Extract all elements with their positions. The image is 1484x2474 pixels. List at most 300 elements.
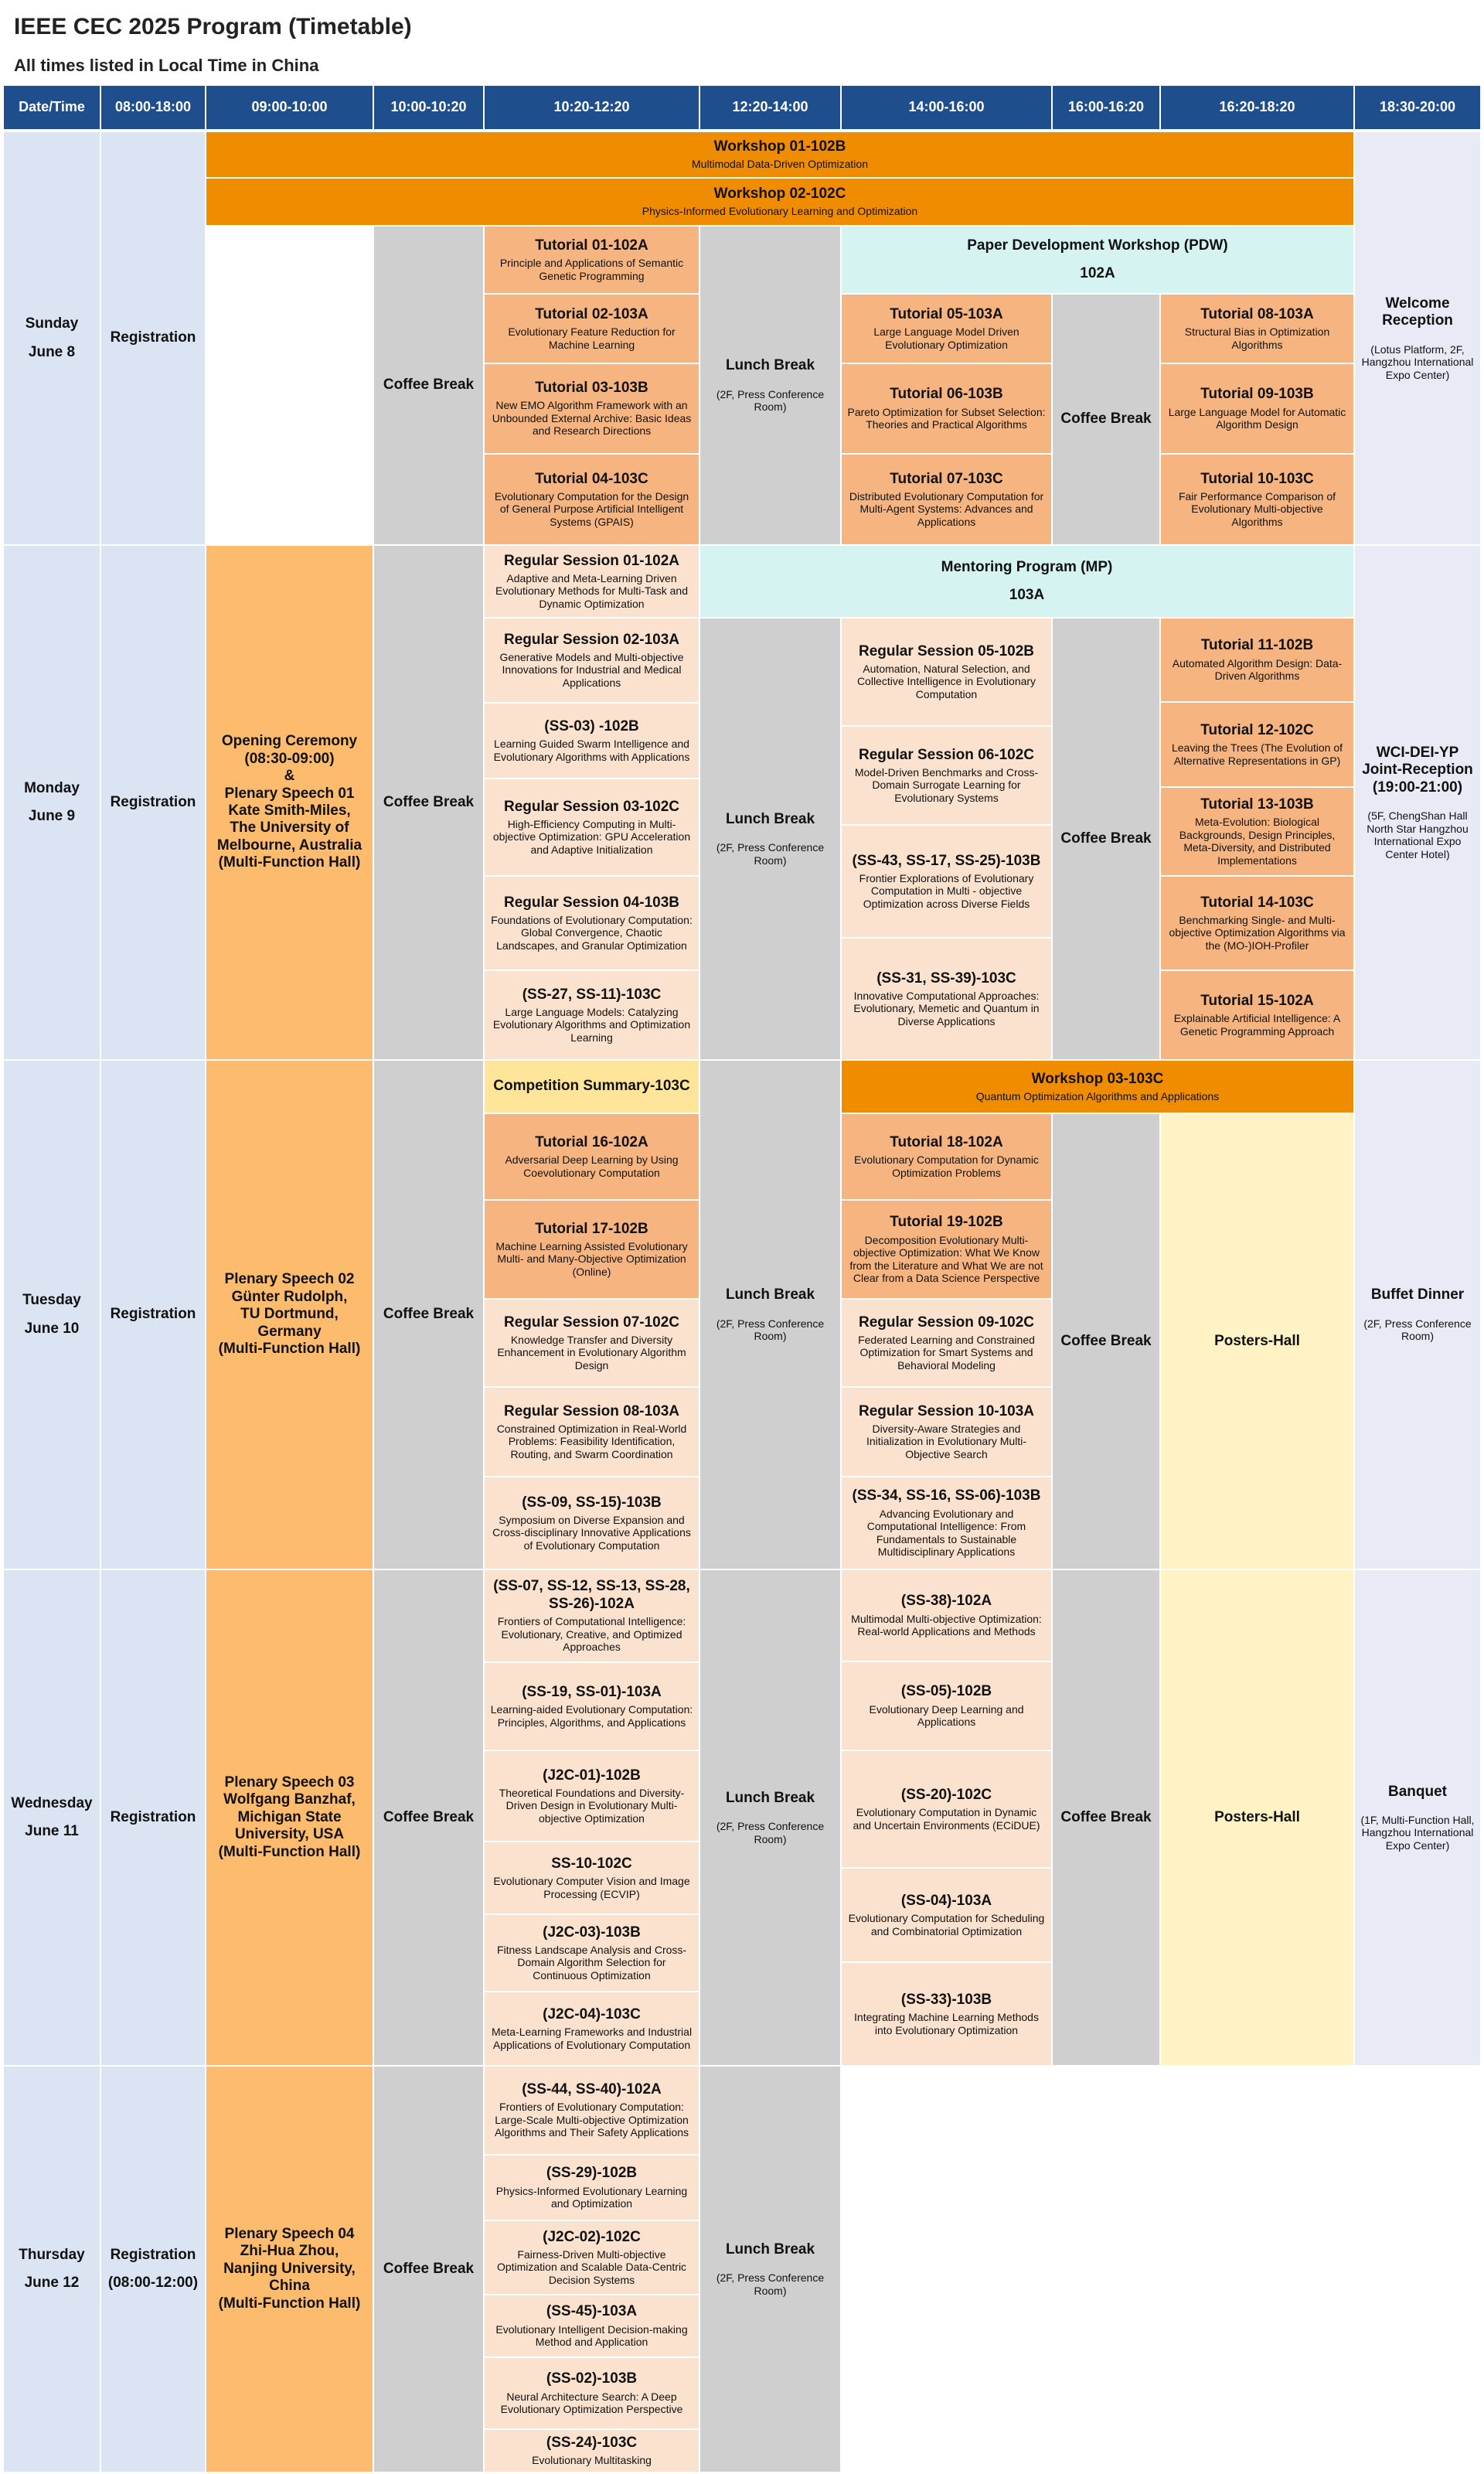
session-title: Regular Session 06-102C — [858, 746, 1035, 763]
session-title: Regular Session 10-103A — [858, 1402, 1035, 1419]
session-block[interactable] — [841, 618, 1052, 726]
coffee-break — [1052, 1569, 1160, 2066]
plenary-line: Opening Ceremony — [221, 733, 358, 750]
session-title: (SS-09, SS-15)-103B — [522, 1494, 662, 1511]
session-topic: Decomposition Evolutionary Multi-objective Optimization: What We Know from the Literature and What We are not Clear from a Data Science Perspective — [849, 1233, 1043, 1285]
session-block[interactable] — [484, 2155, 699, 2220]
lunch-label: Lunch Break — [725, 1789, 815, 1806]
session-topic: Fitness Landscape Analysis and Cross-Domain Algorithm Selection for Continuous Optimization — [496, 1943, 687, 1982]
session-title: Tutorial 15-102A — [1200, 992, 1314, 1009]
session-topic: Physics-Informed Evolutionary Learning and Optimization — [495, 2184, 688, 2210]
mentoring-program[interactable] — [699, 545, 1354, 618]
registration-time: (08:00-12:00) — [107, 2275, 199, 2291]
plenary-line: The University of — [230, 820, 349, 837]
tutorial-block[interactable] — [1160, 876, 1354, 970]
posters-hall[interactable] — [1160, 1113, 1354, 1569]
evening-title: Welcome Reception — [1382, 295, 1453, 329]
coffee-break-label: Coffee Break — [383, 2260, 475, 2277]
tutorial-block[interactable] — [841, 363, 1052, 454]
session-title: Tutorial 07-103C — [890, 470, 1003, 487]
session-block[interactable] — [484, 1842, 699, 1914]
session-topic: Large Language Model Driven Evolutionary Optimization — [873, 325, 1019, 351]
plenary-line: Plenary Speech 02 — [224, 1271, 355, 1288]
session-block[interactable] — [841, 1868, 1052, 1962]
session-topic: Learning Guided Swarm Intelligence and Evolutionary Algorithms with Applications — [493, 738, 690, 763]
day-label — [3, 2066, 100, 2472]
session-block[interactable] — [484, 1750, 699, 1842]
session-topic: Structural Bias in Optimization Algorithms — [1184, 325, 1330, 351]
session-block[interactable] — [841, 1387, 1052, 1477]
header-label: 10:20-12:20 — [553, 99, 630, 115]
workshop-topic: Physics-Informed Evolutionary Learning and Optimization — [642, 205, 918, 218]
session-topic: Benchmarking Single- and Multi-objective Optimization Algorithms via the (MO-)IOH-Profiler — [1169, 913, 1346, 952]
header-5 — [699, 85, 841, 130]
session-block[interactable] — [841, 1750, 1052, 1868]
session-title: (SS-02)-103B — [546, 2370, 638, 2387]
plenary-block[interactable] — [206, 1569, 373, 2066]
session-topic: Evolutionary Multitasking — [532, 2454, 652, 2467]
session-topic: Frontiers of Evolutionary Computation: Large-Scale Multi-objective Optimization Algorithms and Their Safety Applications — [494, 2101, 689, 2139]
lunch-break — [699, 2066, 841, 2472]
session-title: SS-10-102C — [551, 1855, 632, 1872]
plenary-line: Zhi-Hua Zhou, — [240, 2243, 339, 2260]
day-name: Wednesday — [11, 1794, 93, 1811]
session-block[interactable] — [841, 1477, 1052, 1569]
mp-room: 103A — [1009, 587, 1045, 603]
lunch-location: (2F, Press Conference Room) — [716, 841, 825, 867]
day-name: Thursday — [19, 2246, 85, 2263]
session-block[interactable] — [484, 2357, 699, 2429]
plenary-line: Günter Rudolph, — [231, 1288, 348, 1305]
session-block[interactable] — [484, 779, 699, 876]
session-topic: Evolutionary Deep Learning and Applications — [869, 1702, 1024, 1729]
header-label: 08:00-18:00 — [114, 99, 192, 115]
session-topic: Automated Algorithm Design: Data-Driven Algorithms — [1172, 656, 1343, 683]
session-topic: Leaving the Trees (The Evolution of Alternative Representations in GP) — [1171, 741, 1343, 767]
workshop-title: Workshop 01-102B — [713, 138, 846, 155]
session-topic: High-Efficiency Computing in Multi-objective Optimization: GPU Acceleration and Adaptive Initialization — [492, 817, 691, 856]
coffee-break — [1052, 1113, 1160, 1569]
session-block[interactable] — [484, 1569, 699, 1662]
plenary-line: Nanjing University, — [223, 2260, 356, 2277]
competition-title: Competition Summary-103C — [493, 1078, 690, 1095]
evening-title: WCI-DEI-YP — [1376, 744, 1459, 761]
session-topic: Frontiers of Computational Intelligence: Evolutionary, Creative, and Optimized Approaches — [497, 1615, 686, 1654]
session-block[interactable] — [841, 825, 1052, 938]
evening-location: (5F, ChengShan Hall North Star Hangzhou International Expo Center Hotel) — [1367, 809, 1469, 860]
evening-title: Joint-Reception — [1362, 762, 1473, 779]
plenary-line: Plenary Speech 04 — [224, 2225, 355, 2242]
registration-label: Registration — [110, 1808, 196, 1825]
session-block[interactable] — [484, 2295, 699, 2357]
tutorial-block[interactable] — [1160, 618, 1354, 702]
day-date: June 8 — [28, 343, 76, 360]
session-title: (SS-43, SS-17, SS-25)-103B — [852, 852, 1041, 869]
tutorial-block[interactable] — [841, 294, 1052, 363]
evening-location: (2F, Press Conference Room) — [1363, 1317, 1472, 1343]
session-title: (SS-44, SS-40)-102A — [522, 2081, 662, 2098]
session-title: (SS-45)-103A — [546, 2303, 638, 2320]
workshop-title: Workshop 02-102C — [713, 186, 846, 203]
session-title: (SS-27, SS-11)-103C — [522, 986, 662, 1003]
day-label — [3, 1569, 100, 2066]
session-block[interactable] — [484, 2066, 699, 2155]
header-label: 10:00-10:20 — [390, 99, 467, 115]
session-block[interactable] — [484, 545, 699, 618]
lunch-location: (2F, Press Conference Room) — [716, 387, 825, 414]
plenary-line: (Multi-Function Hall) — [218, 1843, 361, 1860]
session-title: Tutorial 18-102A — [890, 1133, 1003, 1150]
session-topic: Evolutionary Intelligent Decision-making Method and Application — [495, 2322, 688, 2349]
coffee-break-label: Coffee Break — [1060, 411, 1152, 428]
session-title: (SS-24)-103C — [546, 2435, 638, 2452]
registration-label: Registration — [110, 2246, 196, 2263]
coffee-break — [373, 1569, 484, 2066]
coffee-break-label: Coffee Break — [1060, 1808, 1152, 1825]
evening-event — [1354, 1569, 1481, 2066]
tutorial-block[interactable] — [841, 454, 1052, 545]
session-title: (J2C-04)-103C — [543, 2005, 641, 2022]
evening-title: (19:00-21:00) — [1372, 779, 1463, 796]
session-block[interactable] — [484, 970, 699, 1060]
session-block[interactable] — [484, 703, 699, 779]
plenary-line: Germany — [257, 1323, 322, 1340]
plenary-line: Wolfgang Banzhaf, — [223, 1791, 356, 1808]
pdw-room: 102A — [1080, 265, 1115, 281]
workshop-topic: Multimodal Data-Driven Optimization — [692, 158, 868, 171]
lunch-break — [699, 226, 841, 545]
session-title: (SS-05)-102B — [900, 1683, 992, 1700]
header-2 — [206, 85, 373, 130]
session-title: (J2C-01)-102B — [543, 1767, 641, 1784]
session-block[interactable] — [484, 2220, 699, 2295]
coffee-break-label: Coffee Break — [383, 377, 475, 394]
header-4 — [484, 85, 699, 130]
coffee-break — [1052, 294, 1160, 545]
session-topic: Adversarial Deep Learning by Using Coevolutionary Computation — [505, 1154, 679, 1179]
session-topic: Frontier Explorations of Evolutionary Computation in Multi - objective Optimization across Diverse Fields — [859, 871, 1034, 910]
registration-label: Registration — [110, 793, 196, 810]
coffee-break — [373, 1060, 484, 1569]
session-block[interactable] — [841, 1661, 1052, 1750]
session-topic: Advancing Evolutionary and Computational Intelligence: From Fundamentals to Sustainable Multidisciplinary Applications — [866, 1507, 1026, 1559]
coffee-break — [1052, 618, 1160, 1060]
plenary-line: (Multi-Function Hall) — [218, 2295, 361, 2312]
plenary-line: Michigan State — [237, 1808, 342, 1825]
tutorial-block[interactable] — [1160, 294, 1354, 363]
session-title: (SS-34, SS-16, SS-06)-103B — [852, 1487, 1041, 1505]
plenary-line: (Multi-Function Hall) — [218, 1341, 361, 1358]
evening-location: (1F, Multi-Function Hall, Hangzhou International Expo Center) — [1360, 1813, 1475, 1852]
session-title: (J2C-02)-102C — [543, 2228, 641, 2245]
pdw-title: Paper Development Workshop (PDW) — [967, 237, 1228, 254]
session-title: (SS-33)-103B — [900, 1991, 992, 2008]
session-topic: Pareto Optimization for Subset Selection: Theories and Practical Algorithms — [847, 405, 1046, 431]
header-label: 16:00-16:20 — [1067, 99, 1145, 115]
plenary-line: Melbourne, Australia — [216, 837, 362, 854]
session-topic: Explainable Artificial Intelligence: A Genetic Programming Approach — [1173, 1012, 1341, 1038]
session-topic: Automation, Natural Selection, and Collective Intelligence in Evolutionary Computation — [856, 662, 1036, 700]
session-title: Tutorial 12-102C — [1200, 721, 1314, 738]
day-date: June 12 — [24, 2275, 80, 2291]
coffee-break-label: Coffee Break — [383, 1808, 475, 1825]
registration — [100, 1569, 206, 2066]
coffee-break-label: Coffee Break — [1060, 1332, 1152, 1349]
plenary-block[interactable] — [206, 1060, 373, 1569]
session-topic: Symposium on Diverse Expansion and Cross-disciplinary Innovative Applications of Evolutionary Computation — [492, 1513, 691, 1552]
session-block[interactable] — [841, 938, 1052, 1060]
session-topic: Integrating Machine Learning Methods into Evolutionary Optimization — [854, 2011, 1039, 2036]
session-topic: Model-Driven Benchmarks and Cross-Domain Surrogate Learning for Evolutionary Systems — [854, 765, 1039, 804]
workshop-01[interactable] — [206, 131, 1354, 178]
evening-event — [1354, 1060, 1481, 1569]
evening-location: (Lotus Platform, 2F, Hangzhou International Expo Center) — [1361, 342, 1474, 381]
session-topic: Meta-Evolution: Biological Backgrounds, Design Principles, Meta-Diversity, and Distributed Implementations — [1179, 816, 1336, 867]
session-block[interactable] — [841, 1299, 1052, 1387]
coffee-break-label: Coffee Break — [383, 1306, 475, 1323]
session-block[interactable] — [484, 1662, 699, 1750]
timetable — [3, 85, 1481, 2472]
tutorial-block[interactable] — [484, 454, 699, 545]
plenary-line: University, USA — [234, 1826, 345, 1843]
workshop-topic: Quantum Optimization Algorithms and Applications — [975, 1089, 1220, 1102]
session-topic: New EMO Algorithm Framework with an Unbounded External Archive: Basic Ideas and Research Directions — [492, 399, 692, 438]
session-title: (SS-29)-102B — [546, 2165, 638, 2182]
plenary-line: TU Dortmund, — [240, 1306, 339, 1323]
coffee-break-label: Coffee Break — [383, 793, 475, 810]
day-name: Monday — [24, 779, 80, 796]
session-block[interactable] — [484, 1200, 699, 1299]
session-block[interactable] — [484, 1992, 699, 2066]
tutorial-block[interactable] — [1160, 970, 1354, 1060]
session-title: Tutorial 01-102A — [535, 237, 648, 254]
session-topic: Large Language Models: Catalyzing Evolutionary Algorithms and Optimization Learning — [492, 1005, 691, 1044]
plenary-block[interactable] — [206, 2066, 373, 2472]
tutorial-block[interactable] — [1160, 787, 1354, 876]
lunch-break — [699, 618, 841, 1060]
session-topic: Principle and Applications of Semantic Genetic Programming — [499, 257, 684, 282]
session-topic: Federated Learning and Constrained Optimization for Smart Systems and Behavioral Modeling — [858, 1333, 1035, 1372]
session-block[interactable] — [841, 726, 1052, 825]
session-block[interactable] — [484, 1477, 699, 1569]
registration-label: Registration — [110, 329, 196, 346]
header-7 — [1052, 85, 1160, 130]
plenary-block[interactable] — [206, 545, 373, 1060]
day-name: Sunday — [25, 315, 79, 332]
header-1 — [100, 85, 206, 130]
tutorial-block[interactable] — [484, 363, 699, 454]
session-topic: Fair Performance Comparison of Evolutionary Multi-objective Algorithms — [1178, 489, 1336, 528]
session-title: Tutorial 08-103A — [1200, 305, 1314, 322]
session-title: Tutorial 11-102B — [1200, 637, 1314, 654]
session-title: Tutorial 13-103B — [1200, 796, 1314, 813]
workshop-title: Workshop 03-103C — [1031, 1070, 1164, 1087]
day-date: June 9 — [28, 808, 76, 824]
session-block[interactable] — [484, 1113, 699, 1200]
session-title: Regular Session 01-102A — [503, 552, 680, 569]
empty-slot — [206, 226, 373, 545]
session-topic: Meta-Learning Frameworks and Industrial Applications of Evolutionary Computation — [491, 2026, 693, 2051]
header-9 — [1354, 85, 1481, 130]
session-topic: Learning-aided Evolutionary Computation: Principles, Algorithms, and Applications — [490, 1703, 693, 1729]
plenary-line: & — [284, 768, 295, 785]
day-date: June 11 — [25, 1823, 79, 1839]
page-title: IEEE CEC 2025 Program (Timetable) — [14, 14, 412, 39]
lunch-break — [699, 1569, 841, 2066]
session-title: (SS-04)-103A — [900, 1892, 992, 1909]
lunch-break — [699, 1060, 841, 1569]
lunch-location: (2F, Press Conference Room) — [716, 1317, 825, 1343]
header-3 — [373, 85, 484, 130]
coffee-break — [373, 545, 484, 1060]
session-topic: Theoretical Foundations and Diversity-Driven Design in Evolutionary Multi-objective Optimization — [499, 1786, 685, 1825]
plenary-line: Kate Smith-Miles, — [228, 803, 351, 819]
competition-summary[interactable] — [484, 1060, 699, 1113]
coffee-break — [373, 226, 484, 545]
header-label: 16:20-18:20 — [1219, 99, 1295, 115]
header-label: 18:30-20:00 — [1379, 99, 1456, 115]
registration — [100, 545, 206, 1060]
session-title: (SS-31, SS-39)-103C — [876, 969, 1016, 987]
posters-label: Posters-Hall — [1214, 1332, 1300, 1349]
coffee-break — [373, 2066, 484, 2472]
session-topic: Constrained Optimization in Real-World Problems: Feasibility Identification, Routing, and Swarm Coordination — [496, 1422, 687, 1460]
header-label: Date/Time — [19, 99, 85, 115]
registration — [100, 2066, 206, 2472]
session-title: Tutorial 14-103C — [1200, 894, 1314, 911]
registration — [100, 131, 206, 545]
lunch-location: (2F, Press Conference Room) — [716, 1820, 825, 1845]
session-title: Tutorial 17-102B — [535, 1220, 648, 1237]
registration — [100, 1060, 206, 1569]
tutorial-block[interactable] — [484, 294, 699, 363]
session-title: Regular Session 03-102C — [503, 798, 680, 815]
day-label — [3, 131, 100, 545]
evening-event — [1354, 131, 1481, 545]
header-6 — [841, 85, 1052, 130]
session-topic: Foundations of Evolutionary Computation: Global Convergence, Chaotic Landscapes, and Granular Optimization — [491, 913, 693, 952]
plenary-line: (Multi-Function Hall) — [218, 854, 361, 871]
session-topic: Evolutionary Feature Reduction for Machine Learning — [508, 325, 676, 351]
day-name: Tuesday — [22, 1292, 81, 1309]
session-block[interactable] — [841, 1113, 1052, 1200]
session-title: Regular Session 02-103A — [503, 631, 680, 648]
tutorial-block[interactable] — [1160, 454, 1354, 545]
evening-title: Buffet Dinner — [1370, 1286, 1465, 1303]
session-title: Tutorial 03-103B — [535, 380, 648, 397]
session-title: (SS-07, SS-12, SS-13, SS-28, SS-26)-102A — [493, 1578, 690, 1612]
session-title: Tutorial 16-102A — [535, 1133, 648, 1150]
lunch-label: Lunch Break — [725, 2241, 815, 2258]
session-topic: Neural Architecture Search: A Deep Evolutionary Optimization Perspective — [500, 2390, 683, 2416]
posters-hall[interactable] — [1160, 1569, 1354, 2066]
evening-title: Banquet — [1388, 1783, 1447, 1800]
tutorial-block[interactable] — [1160, 363, 1354, 454]
tutorial-block[interactable] — [484, 226, 699, 294]
session-topic: Machine Learning Assisted Evolutionary Multi- and Many-Objective Optimization (Online) — [495, 1239, 688, 1278]
session-title: Regular Session 08-103A — [503, 1402, 680, 1419]
mp-title: Mentoring Program (MP) — [941, 558, 1113, 575]
session-title: Tutorial 09-103B — [1200, 386, 1314, 403]
session-topic: Adaptive and Meta-Learning Driven Evolutionary Methods for Multi-Task and Dynamic Optimization — [495, 571, 688, 610]
session-block[interactable] — [484, 618, 699, 703]
session-topic: Large Language Model for Automatic Algorithm Design — [1168, 405, 1346, 431]
day-date: June 10 — [24, 1320, 80, 1337]
page-subtitle: All times listed in Local Time in China — [14, 56, 319, 75]
pdw-block[interactable] — [841, 226, 1354, 294]
session-title: Tutorial 04-103C — [535, 470, 648, 487]
session-title: (SS-20)-102C — [900, 1786, 992, 1803]
header-label: 12:20-14:00 — [732, 99, 808, 115]
session-block[interactable] — [841, 1962, 1052, 2066]
posters-label: Posters-Hall — [1214, 1808, 1300, 1825]
evening-event — [1354, 545, 1481, 1060]
day-label — [3, 545, 100, 1060]
workshop-02[interactable] — [206, 178, 1354, 226]
session-title: (SS-19, SS-01)-103A — [522, 1683, 662, 1700]
session-topic: Evolutionary Computation for the Design of General Purpose Artificial Intelligent Systems (GPAIS) — [494, 489, 689, 528]
session-title: Regular Session 05-102B — [858, 642, 1035, 659]
session-title: (SS-38)-102A — [900, 1593, 992, 1610]
header-0 — [3, 85, 100, 130]
lunch-location: (2F, Press Conference Room) — [716, 2271, 825, 2297]
day-label — [3, 1060, 100, 1569]
workshop-03[interactable] — [841, 1060, 1354, 1113]
header-label: 14:00-16:00 — [908, 99, 985, 115]
session-title: Tutorial 19-102B — [890, 1214, 1003, 1231]
session-title: Tutorial 06-103B — [890, 386, 1003, 403]
session-block[interactable] — [841, 1200, 1052, 1299]
session-block[interactable] — [484, 1387, 699, 1477]
session-block[interactable] — [484, 1914, 699, 1992]
session-title: Tutorial 10-103C — [1200, 470, 1314, 487]
tutorial-block[interactable] — [1160, 702, 1354, 787]
registration-label: Registration — [110, 1306, 196, 1323]
plenary-line: Plenary Speech 01 — [224, 785, 355, 802]
session-topic: Diversity-Aware Strategies and Initialization in Evolutionary Multi-Objective Search — [866, 1422, 1026, 1460]
session-topic: Multimodal Multi-objective Optimization: Real-world Applications and Methods — [851, 1612, 1042, 1638]
session-topic: Evolutionary Computation for Scheduling and Combinatorial Optimization — [848, 1912, 1045, 1937]
session-topic: Fairness-Driven Multi-objective Optimization and Scalable Data-Centric Decision Systems — [496, 2247, 687, 2286]
session-topic: Innovative Computational Approaches: Evolutionary, Memetic and Quantum in Diverse Applications — [853, 989, 1040, 1027]
session-block[interactable] — [841, 1569, 1052, 1661]
lunch-label: Lunch Break — [725, 357, 815, 374]
session-title: (J2C-03)-103B — [543, 1924, 641, 1941]
plenary-line: (08:30-09:00) — [244, 750, 335, 767]
session-topic: Generative Models and Multi-objective Innovations for Industrial and Medical Applications — [499, 650, 684, 689]
session-title: (SS-03) -102B — [544, 717, 639, 734]
plenary-line: China — [269, 2278, 310, 2295]
lunch-label: Lunch Break — [725, 1286, 815, 1303]
session-title: Regular Session 04-103B — [503, 894, 680, 911]
plenary-line: Plenary Speech 03 — [224, 1774, 355, 1791]
session-title: Tutorial 05-103A — [890, 305, 1003, 322]
session-block[interactable] — [484, 2429, 699, 2472]
session-title: Regular Session 09-102C — [858, 1314, 1035, 1331]
session-topic: Evolutionary Computer Vision and Image Processing (ECVIP) — [493, 1875, 690, 1900]
session-topic: Distributed Evolutionary Computation for Multi-Agent Systems: Advances and Applications — [849, 489, 1044, 528]
coffee-break-label: Coffee Break — [1060, 830, 1152, 847]
header-label: 09:00-10:00 — [251, 99, 328, 115]
session-title: Regular Session 07-102C — [503, 1314, 680, 1331]
session-topic: Knowledge Transfer and Diversity Enhancement in Evolutionary Algorithm Design — [497, 1333, 686, 1372]
lunch-label: Lunch Break — [725, 810, 815, 827]
session-block[interactable] — [484, 1299, 699, 1387]
session-topic: Evolutionary Computation for Dynamic Optimization Problems — [854, 1154, 1039, 1179]
header-8 — [1160, 85, 1354, 130]
session-block[interactable] — [484, 876, 699, 970]
session-title: Tutorial 02-103A — [535, 305, 648, 322]
